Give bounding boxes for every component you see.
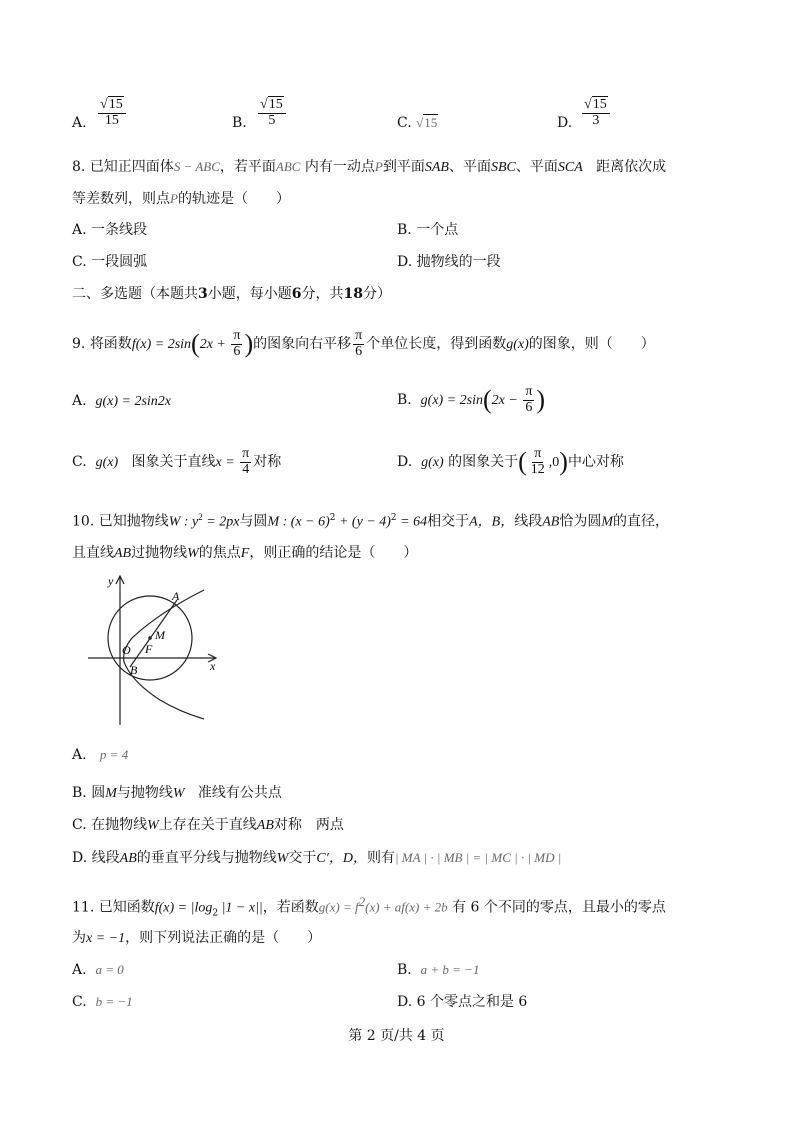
q9-option-b: B. g(x) = 2sin(2x − $\frac{\pi}{6}$ ) <box>397 384 546 415</box>
q7-option-d-value: $\frac{√15}{3}$ <box>580 98 612 128</box>
page-footer: 第 2 页/共 4 页 <box>348 1028 445 1044</box>
q7-option-c: C. √15 <box>397 115 438 131</box>
q10-option-d: D. 线段AB的垂直平分线与抛物线W交于C′，D，则有| MA | · | MB | = | MC | · | MD | <box>72 850 562 866</box>
q9-option-d: D. g(x) 的图象关于( $\frac{\pi}{12}$ ,0)中心对称 <box>397 446 624 477</box>
q8-line1: 8. 已知正四面体S − ABC，若平面ABC 内有一动点P到平面SAB、平面SBC、平面SCA 距离依次成 <box>72 159 667 175</box>
q11-option-d: D. 6 个零点之和是 6 <box>397 994 528 1010</box>
label-o: O <box>122 643 131 657</box>
q7-option-b: B. <box>232 115 247 131</box>
q11-option-a: A. a = 0 <box>72 962 124 978</box>
q10-option-b: B. 圆M与抛物线W 准线有公共点 <box>72 785 282 801</box>
q8-line2: 等差数列，则点P的轨迹是（ ） <box>72 191 290 207</box>
label-a: A <box>172 589 180 603</box>
q10-line1: 10. 已知抛物线W : $y^2 = 2px$与圆M : $(x - 6)^2 + (y - 4)^2 = 64$相交于A，B，线段AB恰为圆M的直径， <box>72 512 669 530</box>
q8-option-a: A. 一条线段 <box>72 222 148 238</box>
section-title: 二、多选题（本题共3小题，每小题6分，共18分） <box>72 286 391 302</box>
q7-option-a-value: $\frac{√15}{15}$ <box>96 98 128 128</box>
label-m: M <box>155 628 165 642</box>
q10-figure <box>80 570 230 730</box>
label-x: x <box>210 659 216 673</box>
q11-option-c: C. b = −1 <box>72 994 133 1010</box>
point-m <box>148 636 152 640</box>
q7-option-b-value: $\frac{√15}{5}$ <box>256 98 288 128</box>
q9-option-a: A. g(x) = 2sin2x <box>72 393 172 409</box>
q10-option-a: A. p = 4 <box>72 747 129 763</box>
q10-option-c: C. 在抛物线W上存在关于直线AB对称 两点 <box>72 817 344 833</box>
parabola-w <box>124 590 204 719</box>
q11-line2: 为x = −1，则下列说法正确的是（ ） <box>72 930 322 946</box>
q8-option-d: D. 抛物线的一段 <box>397 254 501 270</box>
q11-option-b: B. a + b = −1 <box>397 962 480 978</box>
label-b: B <box>130 663 138 677</box>
q10-line2: 且直线AB过抛物线W的焦点F，则正确的结论是（ ） <box>72 545 418 561</box>
label-f: F <box>145 642 153 656</box>
q8-option-c: C. 一段圆弧 <box>72 254 148 270</box>
q9-line1: 9. 将函数f(x) = 2sin(2x + $\frac{\pi}{6}$ )的图象向右平移 $\frac{\pi}{6}$ 个单位长度，得到函数g(x)的图象，则（ ） <box>72 328 655 359</box>
q7-option-a: A. <box>72 115 87 131</box>
q9-option-c: C. g(x) 图象关于直线x = $\frac{\pi}{4}$ 对称 <box>72 446 282 477</box>
q7-option-d: D. <box>557 115 573 131</box>
q8-option-b: B. 一个点 <box>397 222 459 238</box>
label-y: y <box>108 574 114 588</box>
q11-line1: 11. 已知函数$f(x) = |\log_2$ |1 − x||，若函数$g(x) = f^2(x) + af(x) + 2b$ 有 6 个不同的零点，且最小的零点 <box>72 894 666 919</box>
